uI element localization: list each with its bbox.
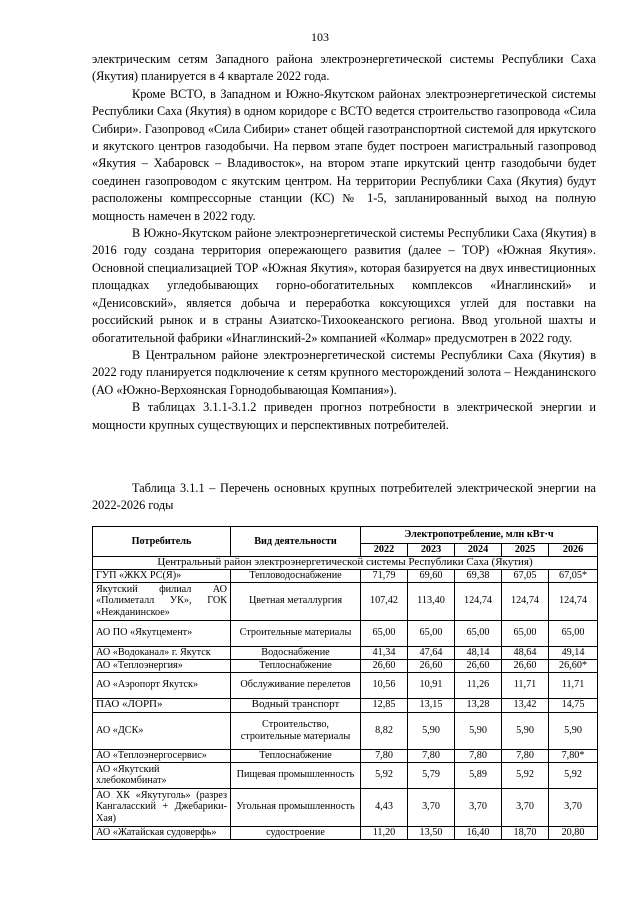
value-cell: 11,20 <box>361 826 408 839</box>
value-cell: 48,14 <box>455 646 502 659</box>
value-cell: 5,92 <box>502 762 549 788</box>
value-cell: 26,60* <box>549 659 598 672</box>
value-cell: 124,74 <box>549 582 598 620</box>
table-row <box>93 620 598 646</box>
value-cell: 26,60 <box>408 659 455 672</box>
table-row <box>93 582 598 620</box>
value-cell: 47,64 <box>408 646 455 659</box>
value-cell: 5,90 <box>408 712 455 749</box>
table-row <box>93 788 598 826</box>
activity: Тепловодоснабжение <box>231 569 361 582</box>
value-cell: 12,85 <box>361 698 408 712</box>
value-cell: 3,70 <box>549 788 598 826</box>
activity: Теплоснабжение <box>231 749 361 762</box>
table-row <box>93 698 598 712</box>
value-cell: 8,82 <box>361 712 408 749</box>
paragraph: В Южно-Якутском районе электроэнергетической системы Республики Саха (Якутия) в 2016 году создана территория опережающего развития (далее – ТОР) «Южная Якутия». Основной специализацией ТОР «Южная Якутия», которая базируется на двух инвестиционных площадках угледобывающих горно-обогатительных комплексов «Инаглинский» и «Денисовский», является добыча и переработка коксующихся углей для поставки на российский рынок и в страны Азиатско-Тихоокеанского региона. Ввод угольной шахты и обогатительной фабрики «Инаглинский-2» компанией «Колмар» предусмотрен в 2022 году. <box>92 226 596 345</box>
value-cell: 26,60 <box>361 659 408 672</box>
consumer-name: АО «Жатайская судоверфь» <box>93 826 231 839</box>
value-cell: 7,80 <box>408 749 455 762</box>
consumer-name: ГУП «ЖКХ РС(Я)» <box>93 569 231 582</box>
activity: Обслуживание перелетов <box>231 672 361 698</box>
activity: Строительные материалы <box>231 620 361 646</box>
paragraph: Кроме ВСТО, в Западном и Южно-Якутском районах электроэнергетической системы Республики Саха (Якутия) в одном коридоре с ВСТО ведется строительство газопровода «Сила Сибири». Газопровод «Сила Сибири» станет общей газотранспортной системой для иркутского и якутского центров газодобычи. На первом этапе будет построен магистральный газопровод «Якутия – Хабаровск – Владивосток», на втором этапе иркутский центр газодобычи будет соединен газопроводом с якутским центром. На территории Республики Саха (Якутия) будут расположены компрессорные станции (КС) № 1-5, запланированный выход на полную мощность намечен в 2022 году. <box>92 86 596 223</box>
activity: судостроение <box>231 826 361 839</box>
consumer-name: ПАО «ЛОРП» <box>93 698 231 712</box>
value-cell: 69,38 <box>455 569 502 582</box>
value-cell: 69,60 <box>408 569 455 582</box>
value-cell: 5,90 <box>455 712 502 749</box>
value-cell: 13,42 <box>502 698 549 712</box>
value-cell: 11,71 <box>549 672 598 698</box>
value-cell: 11,71 <box>502 672 549 698</box>
region-row: Центральный район электроэнергетической системы Республики Саха (Якутия) <box>93 556 598 569</box>
value-cell: 113,40 <box>408 582 455 620</box>
table-row <box>93 712 598 749</box>
consumer-name: АО «Якутский хлебокомбинат» <box>93 762 231 788</box>
table-row <box>93 659 598 672</box>
value-cell: 13,28 <box>455 698 502 712</box>
value-cell: 107,42 <box>361 582 408 620</box>
value-cell: 65,00 <box>408 620 455 646</box>
activity: Пищевая промышленность <box>231 762 361 788</box>
value-cell: 3,70 <box>502 788 549 826</box>
header-year: 2026 <box>549 544 598 557</box>
activity: Водный транспорт <box>231 698 361 712</box>
value-cell: 5,89 <box>455 762 502 788</box>
value-cell: 13,15 <box>408 698 455 712</box>
table-row <box>93 762 598 788</box>
value-cell: 13,50 <box>408 826 455 839</box>
value-cell: 14,75 <box>549 698 598 712</box>
value-cell: 7,80 <box>455 749 502 762</box>
value-cell: 3,70 <box>455 788 502 826</box>
table-row <box>93 826 598 839</box>
value-cell: 10,56 <box>361 672 408 698</box>
value-cell: 20,80 <box>549 826 598 839</box>
value-cell: 5,79 <box>408 762 455 788</box>
header-year: 2025 <box>502 544 549 557</box>
header-consumption: Электропотребление, млн кВт·ч <box>361 527 598 544</box>
consumers-table <box>92 526 598 840</box>
value-cell: 48,64 <box>502 646 549 659</box>
table-row <box>93 672 598 698</box>
value-cell: 124,74 <box>455 582 502 620</box>
value-cell: 18,70 <box>502 826 549 839</box>
value-cell: 26,60 <box>502 659 549 672</box>
header-year: 2023 <box>408 544 455 557</box>
table-caption: Таблица 3.1.1 – Перечень основных крупных потребителей электрической энергии на 2022-2026 годы <box>92 481 596 513</box>
table-row <box>93 646 598 659</box>
value-cell: 26,60 <box>455 659 502 672</box>
value-cell: 5,92 <box>549 762 598 788</box>
value-cell: 7,80 <box>361 749 408 762</box>
consumer-name: АО «Аэропорт Якутск» <box>93 672 231 698</box>
value-cell: 65,00 <box>361 620 408 646</box>
value-cell: 5,90 <box>502 712 549 749</box>
table-row <box>93 569 598 582</box>
value-cell: 65,00 <box>455 620 502 646</box>
activity: Теплоснабжение <box>231 659 361 672</box>
paragraph: В Центральном районе электроэнергетической системы Республики Саха (Якутия) в 2022 году планируется подключение к сетям крупного месторождений золота – Нежданинского (АО «Южно-Верхоянская Горнодобывающая Компания»). <box>92 347 596 397</box>
value-cell: 71,79 <box>361 569 408 582</box>
paragraph: В таблицах 3.1.1-3.1.2 приведен прогноз потребности в электрической энергии и мощности крупных существующих и перспективных потребителей. <box>92 400 596 432</box>
value-cell: 11,26 <box>455 672 502 698</box>
activity: Цветная металлургия <box>231 582 361 620</box>
value-cell: 124,74 <box>502 582 549 620</box>
value-cell: 67,05 <box>502 569 549 582</box>
activity: Водоснабжение <box>231 646 361 659</box>
body-text <box>92 51 596 434</box>
value-cell: 10,91 <box>408 672 455 698</box>
consumer-name: АО «Теплоэнергия» <box>93 659 231 672</box>
value-cell: 7,80 <box>502 749 549 762</box>
header-year: 2024 <box>455 544 502 557</box>
paragraph: электрическим сетям Западного района электроэнергетической системы Республики Саха (Якутия) планируется в 4 квартале 2022 года. <box>92 52 596 84</box>
value-cell: 67,05* <box>549 569 598 582</box>
value-cell: 65,00 <box>549 620 598 646</box>
consumer-name: Якутский филиал АО «Полиметалл УК», ГОК «Нежданинское» <box>93 582 231 620</box>
table-row <box>93 749 598 762</box>
consumer-name: АО ХК «Якутуголь» (разрез Кангаласский + Джебарики-Хая) <box>93 788 231 826</box>
activity: Угольная промышленность <box>231 788 361 826</box>
value-cell: 65,00 <box>502 620 549 646</box>
consumer-name: АО ПО «Якутцемент» <box>93 620 231 646</box>
value-cell: 49,14 <box>549 646 598 659</box>
value-cell: 5,92 <box>361 762 408 788</box>
consumer-name: АО «ДСК» <box>93 712 231 749</box>
consumer-name: АО «Теплоэнергосервис» <box>93 749 231 762</box>
activity: Строительство, строительные материалы <box>231 712 361 749</box>
value-cell: 41,34 <box>361 646 408 659</box>
page-number: 103 <box>311 30 329 44</box>
header-consumer: Потребитель <box>93 527 231 557</box>
value-cell: 7,80* <box>549 749 598 762</box>
value-cell: 4,43 <box>361 788 408 826</box>
value-cell: 5,90 <box>549 712 598 749</box>
header-year: 2022 <box>361 544 408 557</box>
value-cell: 3,70 <box>408 788 455 826</box>
header-activity: Вид деятельности <box>231 527 361 557</box>
value-cell: 16,40 <box>455 826 502 839</box>
consumer-name: АО «Водоканал» г. Якутск <box>93 646 231 659</box>
